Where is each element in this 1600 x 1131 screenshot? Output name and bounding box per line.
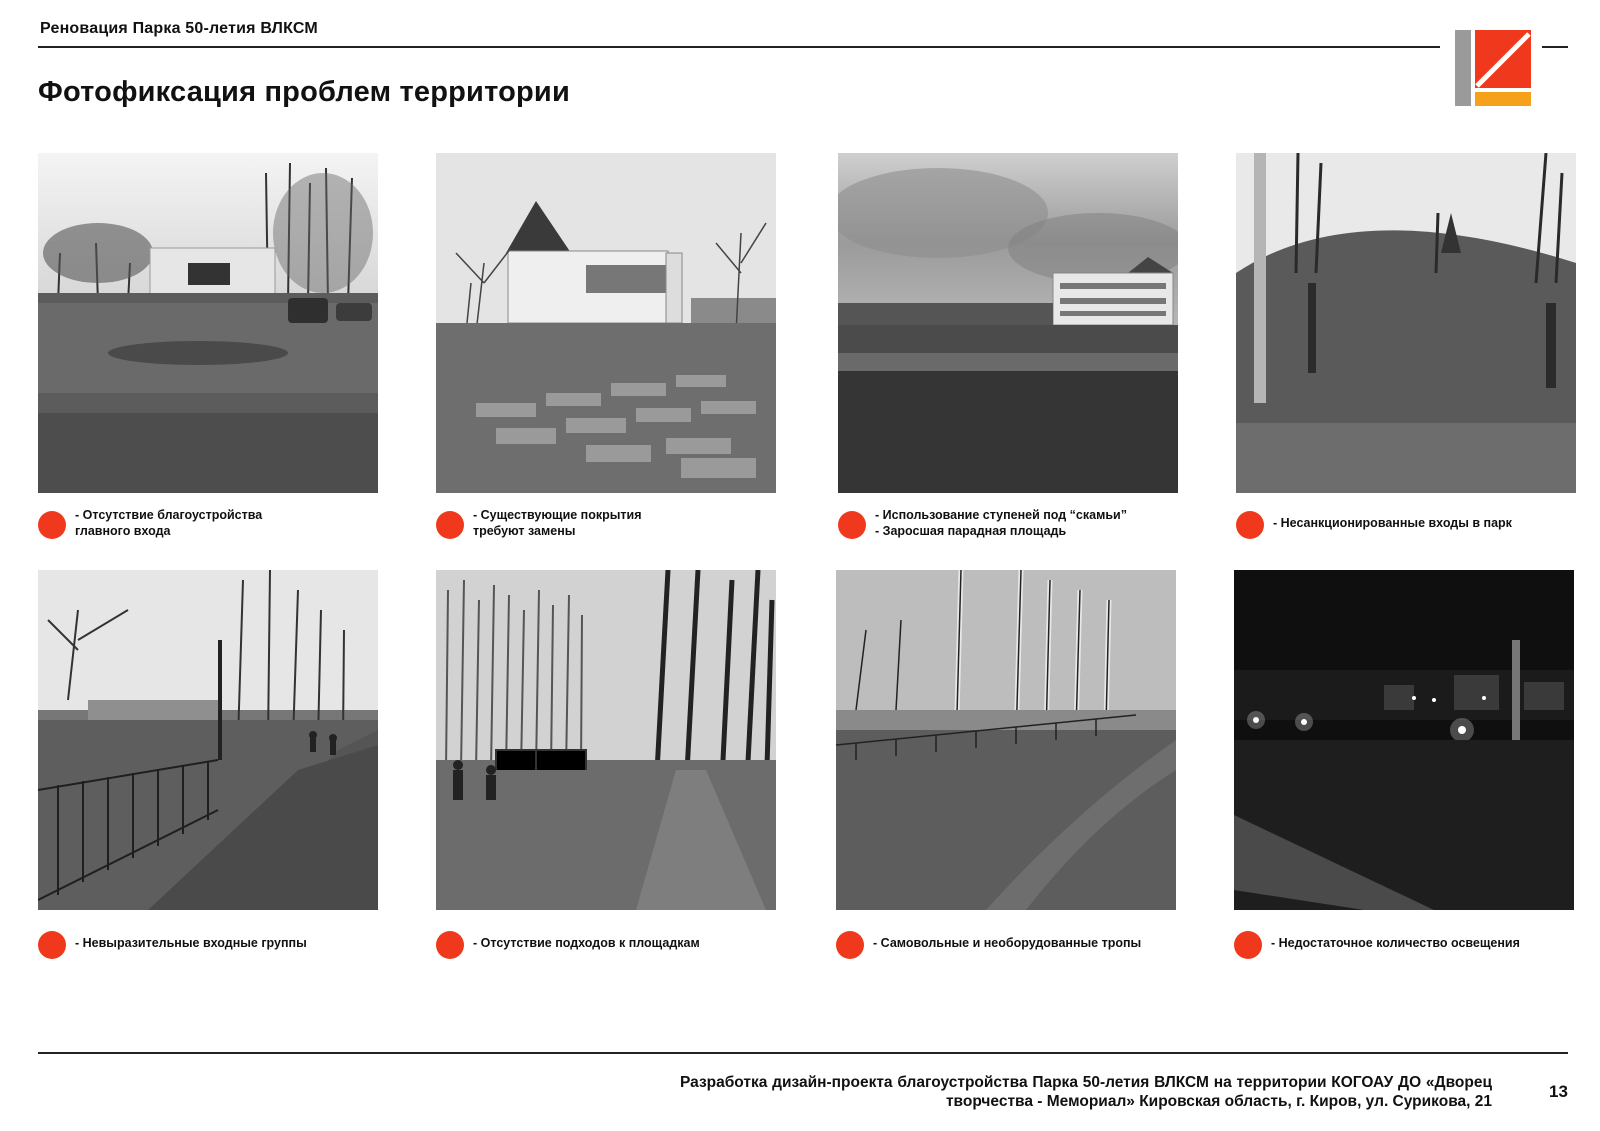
caption-1 (38, 508, 398, 548)
bullet-dot (38, 931, 66, 959)
photo-unauthorized-entrances (1236, 153, 1576, 493)
footer-divider (38, 1052, 1568, 1054)
header-divider (38, 46, 1440, 48)
caption-8 (1234, 928, 1594, 968)
bullet-dot (436, 511, 464, 539)
page-title: Фотофиксация проблем территории (38, 76, 570, 108)
footer-description: Разработка дизайн-проекта благоустройства Парка 50-летия ВЛКСМ на территории КОГОАУ ДО «Дворец творчества - Мемориал» Кировская область, г. Киров, ул. Сурикова, 21 (680, 1074, 1492, 1110)
bullet-dot (1234, 931, 1262, 959)
photo-plaza-steps (838, 153, 1178, 493)
bullet-dot (838, 511, 866, 539)
header-divider-right (1542, 46, 1568, 48)
caption-4 (1236, 508, 1596, 548)
caption-5 (38, 928, 398, 968)
bullet-dot (38, 511, 66, 539)
caption-text: - Отсутствие благоустройства главного входа (75, 508, 263, 538)
caption-7 (836, 928, 1196, 968)
photo-paving (436, 153, 776, 493)
caption-2 (436, 508, 796, 548)
page-number: 13 (1549, 1082, 1568, 1101)
caption-text: - Использование ступеней под “скамьи” - Заросшая парадная площадь (875, 508, 1127, 538)
photo-unofficial-paths (836, 570, 1176, 910)
brand-logo (1455, 30, 1535, 110)
caption-text: - Самовольные и необорудованные тропы (873, 936, 1142, 950)
photo-playground-access (436, 570, 776, 910)
photo-main-entrance (38, 153, 378, 493)
caption-6 (436, 928, 796, 968)
caption-text: - Отсутствие подходов к площадкам (473, 936, 700, 950)
caption-3 (838, 508, 1198, 548)
bullet-dot (436, 931, 464, 959)
caption-text: - Несанкционированные входы в парк (1273, 516, 1512, 530)
photo-lighting (1234, 570, 1574, 910)
bullet-dot (836, 931, 864, 959)
bullet-dot (1236, 511, 1264, 539)
caption-text: - Существующие покрытия требуют замены (473, 508, 642, 538)
header-title: Реновация Парка 50-летия ВЛКСМ (40, 20, 318, 37)
photo-entrance-groups (38, 570, 378, 910)
caption-text: - Невыразительные входные группы (75, 936, 307, 950)
caption-text: - Недостаточное количество освещения (1271, 936, 1520, 950)
